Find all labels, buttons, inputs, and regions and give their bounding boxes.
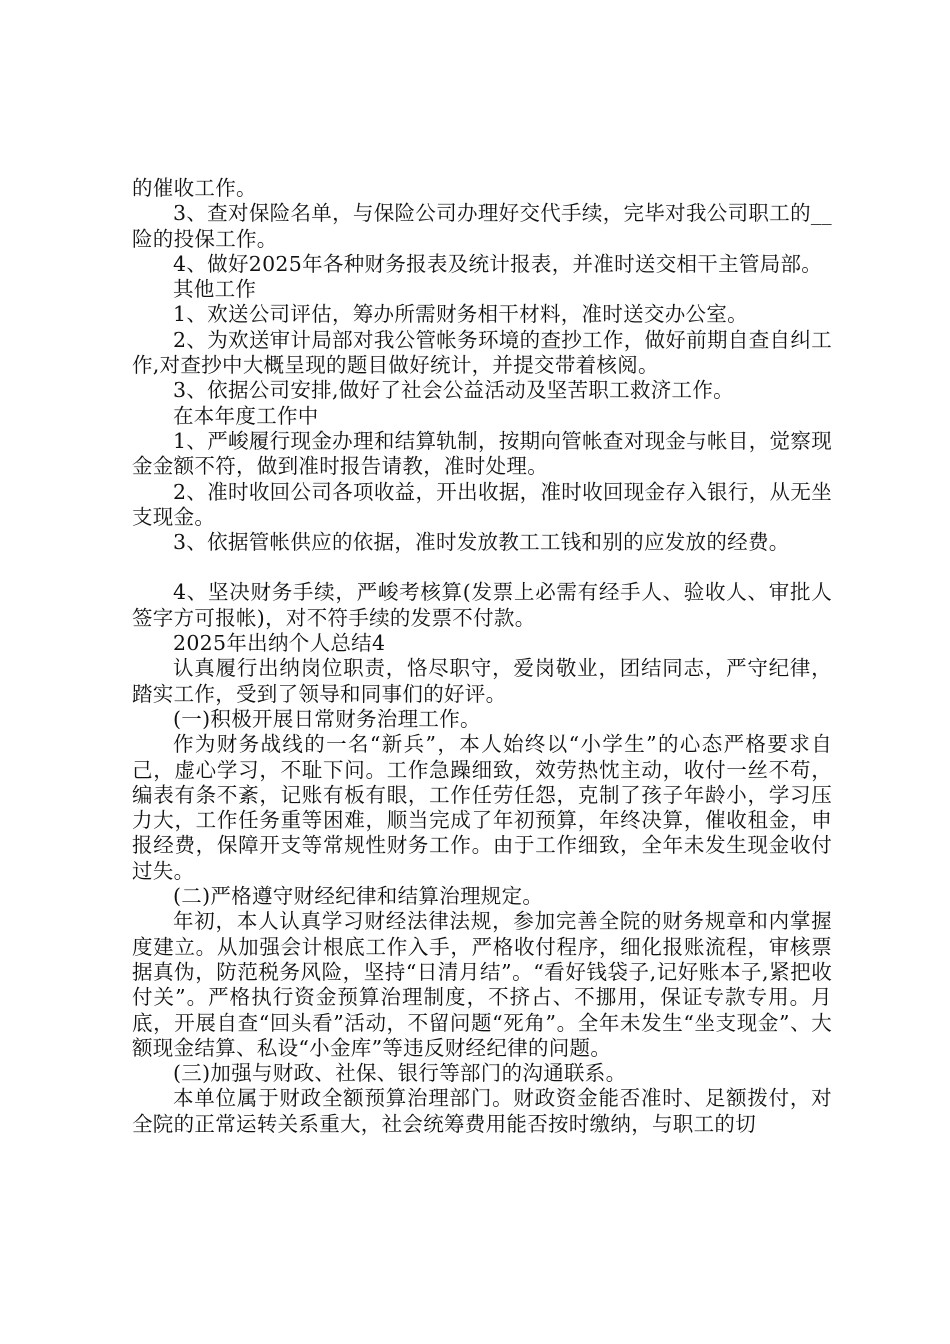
paragraph: 3、查对保险名单，与保险公司办理好交代手续，完毕对我公司职工的__险的投保工作。 — [132, 201, 832, 251]
paragraph: 2、为欢送审计局部对我公管帐务环境的查抄工作，做好前期自查自纠工作,对查抄中大概呈现的题目做好统计，并提交带着核阅。 — [132, 327, 832, 378]
paragraph: 2025年出纳个人总结4 — [173, 631, 386, 656]
paragraph: 本单位属于财政全额预算治理部门。财政资金能否准时、足额拨付，对全院的正常运转关系重大，社会统筹费用能否按时缴纳，与职工的切 — [132, 1086, 832, 1136]
paragraph: 其他工作 — [173, 277, 257, 302]
paragraph: 在本年度工作中 — [173, 403, 319, 428]
paragraph: 1、严峻履行现金办理和结算轨制，按期向管帐查对现金与帐目，觉察现金金额不符，做到准时报告请教，准时处理。 — [132, 428, 832, 479]
paragraph: (三)加强与财政、社保、银行等部门的沟通联系。 — [173, 1061, 627, 1086]
paragraph: 作为财务战线的一名“新兵”，本人始终以“小学生”的心态严格要求自己，虚心学习，不耻下问。工作急躁细致，效劳热忱主动，收付一丝不苟，编表有条不紊，记账有板有眼，工作任劳任怨，克制了孩子年龄小，学习压力大，工作任务重等困难，顺当完成了年初预算，年终决算，催收租金，申报经费，保障开支等常规性财务工作。由于工作细致，全年未发生现金收付过失。 — [132, 732, 832, 883]
paragraph: 3、依据管帐供应的依据，准时发放教工工钱和别的应发放的经费。 — [173, 530, 790, 555]
paragraph: 4、做好2025年各种财务报表及统计报表，并准时送交相干主管局部。 — [173, 251, 823, 276]
paragraph: (一)积极开展日常财务治理工作。 — [173, 706, 481, 731]
paragraph: 3、依据公司安排,做好了社会公益活动及坚苦职工救济工作。 — [173, 378, 734, 403]
document-body — [132, 176, 832, 1137]
paragraph: 2、准时收回公司各项收益，开出收据，准时收回现金存入银行，从无坐支现金。 — [132, 479, 832, 529]
paragraph: 4、坚决财务手续，严峻考核算(发票上必需有经手人、验收人、审批人签字方可报帐)，对不符手续的发票不付款。 — [132, 580, 832, 630]
paragraph: 的催收工作。 — [132, 176, 257, 200]
paragraph: 年初，本人认真学习财经法律法规，参加完善全院的财务规章和内掌握度建立。从加强会计根底工作入手，严格收付程序，细化报账流程，审核票据真伪，防范税务风险，坚持“日清月结”。“看好钱袋子,记好账本子,紧把收付关”。严格执行资金预算治理制度，不挤占、不挪用，保证专款专用。月底，开展自查“回头看”活动，不留问题“死角”。全年未发生“坐支现金”、大额现金结算、私设“小金库”等违反财经纪律的问题。 — [132, 909, 832, 1060]
paragraph: (二)严格遵守财经纪律和结算治理规定。 — [173, 884, 544, 909]
paragraph-gap — [132, 555, 832, 580]
paragraph: 认真履行出纳岗位职责，恪尽职守，爱岗敬业，团结同志，严守纪律，踏实工作，受到了领导和同事们的好评。 — [132, 656, 832, 706]
paragraph: 1、欢送公司评估，筹办所需财务相干材料，准时送交办公室。 — [173, 302, 748, 327]
